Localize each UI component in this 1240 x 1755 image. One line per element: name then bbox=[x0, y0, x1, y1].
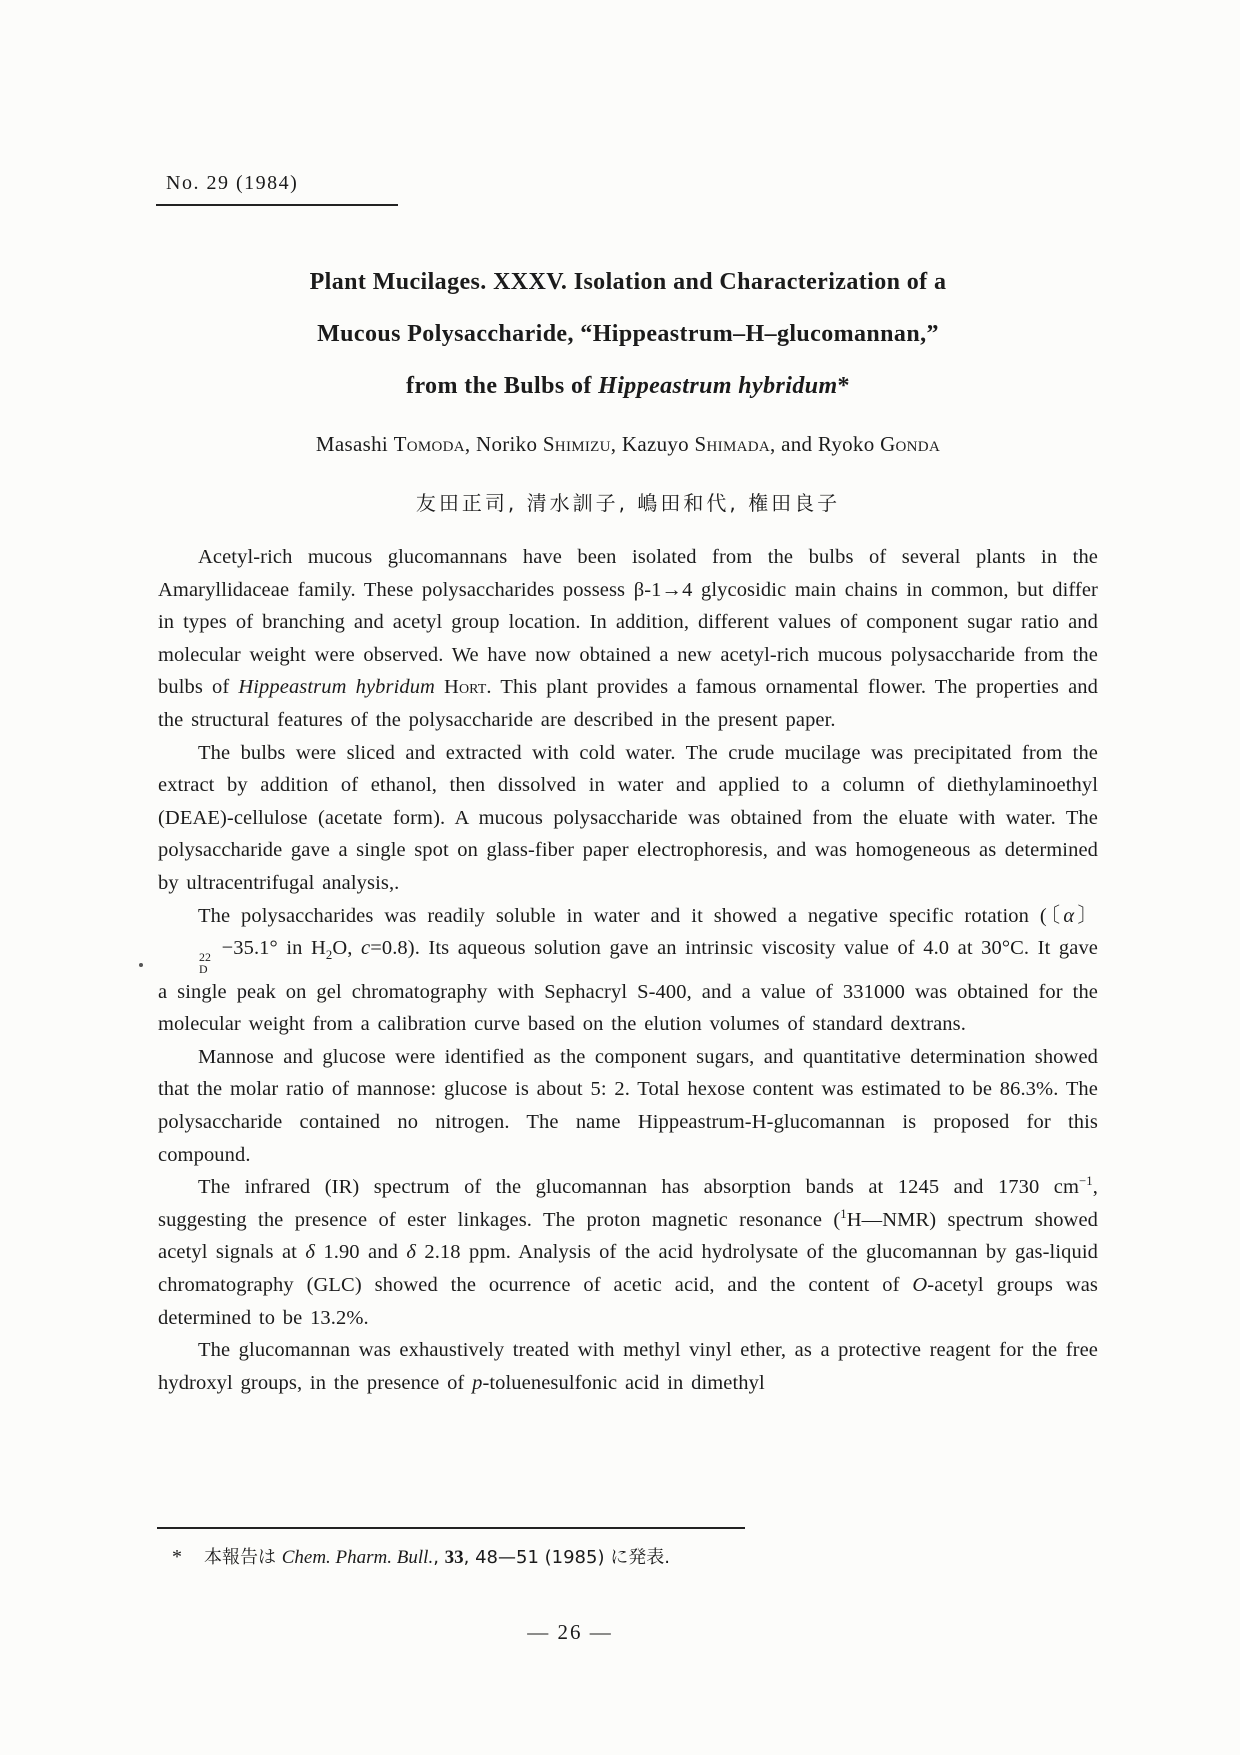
paragraph-2: The bulbs were sliced and extracted with cold water. The crude mucilage was precipitated from the extract by addition of ethanol, then dissolved in water and applied to a column of diethylaminoethyl (DEAE)-cellulose (acetate form). A mucous polysaccharide was obtained from the eluate with water. The polysaccharide gave a single spot on glass-fiber paper electrophoresis, and was homogeneous as determined by ultracentrifugal analysis,. bbox=[158, 741, 1098, 894]
paragraph-6: The glucomannan was exhaustively treated with methyl vinyl ether, as a protective reagent for the free hydroxyl groups, in the presence of p-toluenesulfonic acid in dimethyl bbox=[158, 1339, 1098, 1394]
footnote bbox=[172, 1543, 1072, 1569]
paragraph-3: The polysaccharides was readily soluble in water and it showed a negative specific rotation (〔α〕 22 D −35.1° in $H_2O$, c=0.8). Its aqueous solution gave an intrinsic viscosity value of 4.0 at 30°C. It gave a single peak on gel chromatography with Sephacryl S-400, and a value of 331000 was obtained for the molecular weight from a calibration curve based on the elution volumes of standard dextrans. bbox=[158, 904, 1098, 1036]
authors-english: Masashi Tomoda, Noriko Shimizu, Kazuyo Shimada, and Ryoko Gonda bbox=[315, 432, 941, 456]
paper-title bbox=[158, 256, 1098, 412]
abstract-body bbox=[158, 541, 1098, 1399]
footnote-marker: * bbox=[172, 1546, 182, 1568]
title-line-3: from the Bulbs of Hippeastrum hybridum* bbox=[406, 373, 850, 399]
page-number: — 26 — bbox=[527, 1620, 613, 1644]
paragraph-5: The infrared (IR) spectrum of the glucomannan has absorption bands at 1245 and 1730 $cm^{-1}$, suggesting the presence of ester linkages. The proton magnetic resonance ($^1$H—NMR) spectrum showed acetyl signals at δ 1.90 and δ 2.18 ppm. Analysis of the acid hydrolysate of the glucomannan by gas-liquid chromatography (GLC) showed the ocurrence of acetic acid, and the content of O-acetyl groups was determined to be 13.2%. bbox=[158, 1174, 1099, 1329]
footnote-rule bbox=[157, 1527, 745, 1529]
scan-artifact-dot bbox=[139, 963, 143, 967]
title-line-1: Plant Mucilages. XXXV. Isolation and Characterization of a bbox=[309, 269, 947, 295]
footnote-text: 本報告は Chem. Pharm. Bull., 33, 48—51 (1985) に発表. bbox=[204, 1547, 670, 1568]
authors-japanese: 友田正司, 清水訓子, 嶋田和代, 権田良子 bbox=[415, 491, 841, 515]
issue-header: No. 29 (1984) bbox=[156, 172, 398, 206]
paragraph-1: Acetyl-rich mucous glucomannans have been isolated from the bulbs of several plants in the Amaryllidaceae family. These polysaccharides possess β-1→4 glycosidic main chains in common, but differ in types of branching and acetyl group location. In addition, different values of component sugar ratio and molecular weight were observed. We have now obtained a new acetyl-rich mucous polysaccharide from the bulbs of Hippeastrum hybridum Hort. This plant provides a famous ornamental flower. The properties and the structural features of the polysaccharide are described in the present paper. bbox=[158, 546, 1098, 731]
paragraph-4: Mannose and glucose were identified as the component sugars, and quantitative determination showed that the molar ratio of mannose: glucose is about 5: 2. Total hexose content was estimated to be 86.3%. The polysaccharide contained no nitrogen. The name Hippeastrum-H-glucomannan is proposed for this compound. bbox=[158, 1045, 1098, 1166]
title-line-2: Mucous Polysaccharide, “Hippeastrum–H–glucomannan,” bbox=[317, 321, 939, 347]
